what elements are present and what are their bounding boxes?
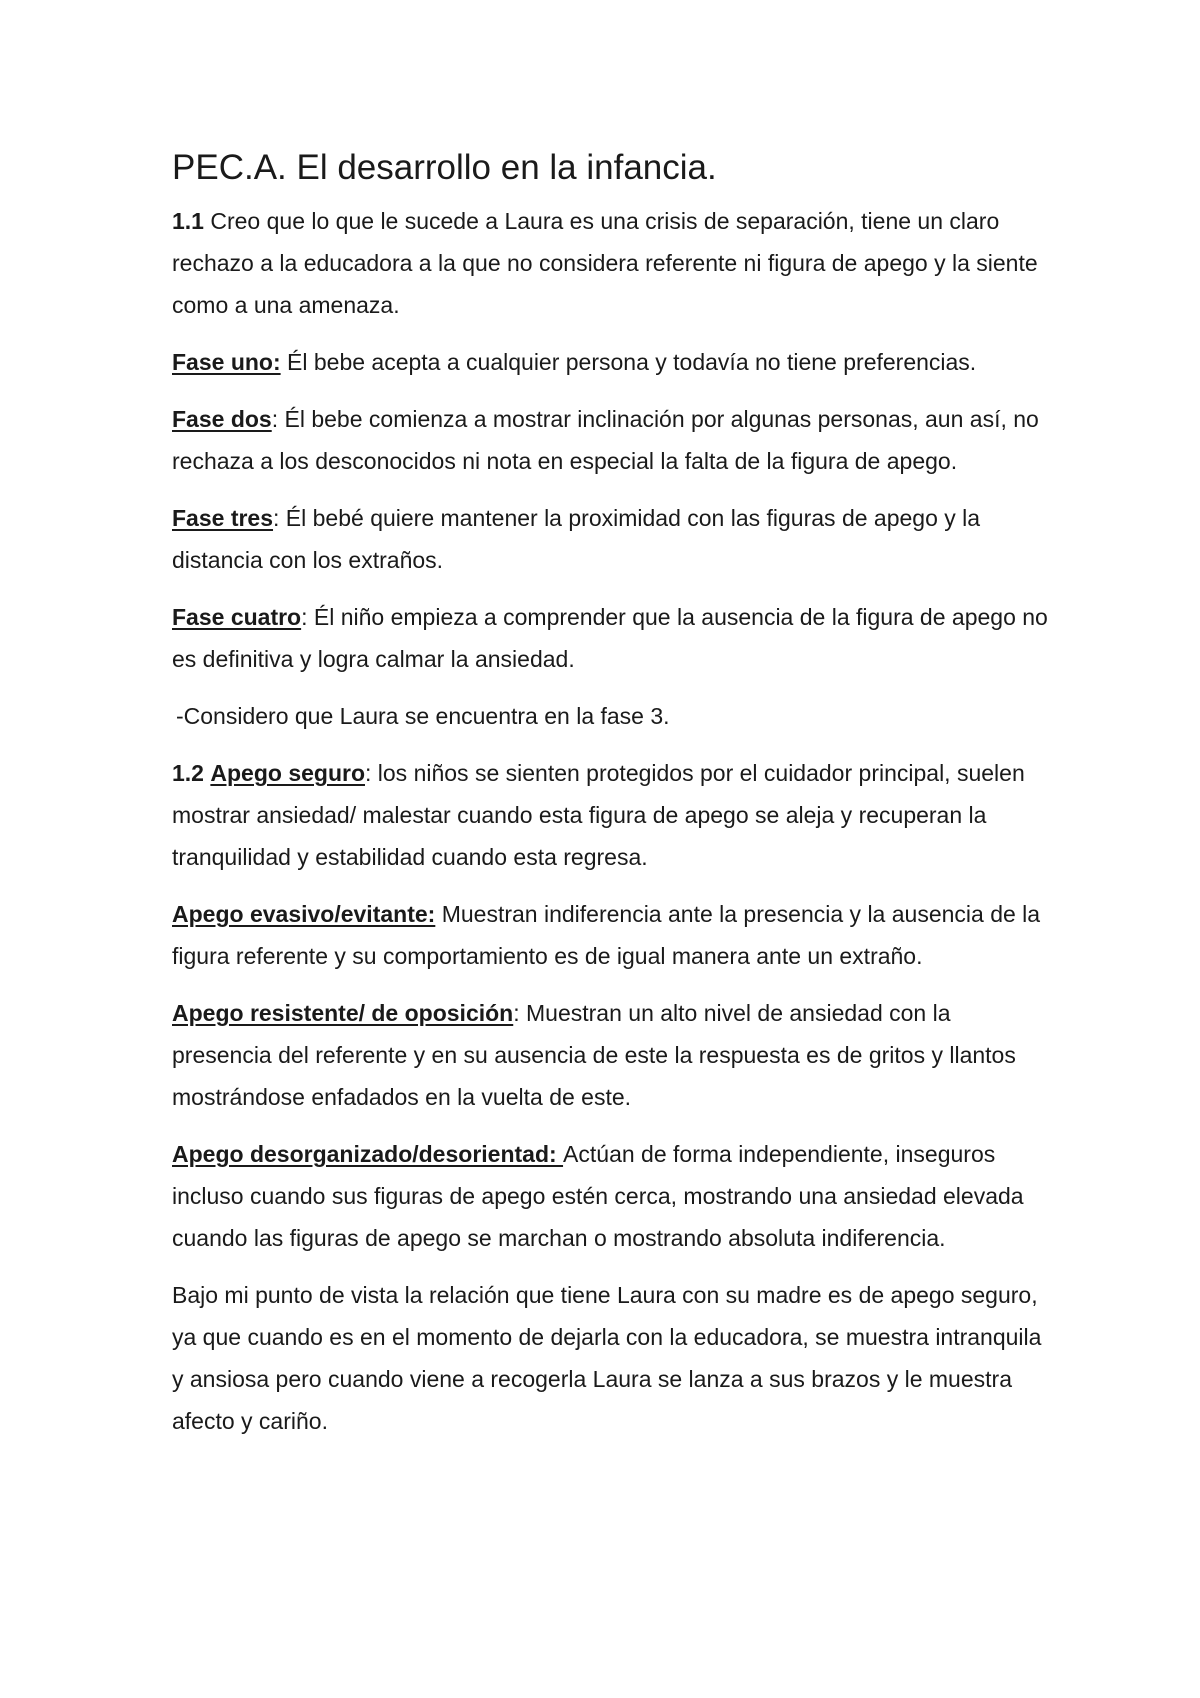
paragraph-fase-uno xyxy=(172,341,1052,383)
document-title: PEC.A. El desarrollo en la infancia. xyxy=(172,148,717,187)
paragraph-apego-evasivo xyxy=(172,893,1052,977)
paragraph-text: Actúan de forma independiente, inseguros incluso cuando sus figuras de apego estén cerca, mostrando una ansiedad elevada cuando las figuras de apego se marchan o mostrando absoluta indiferencia. xyxy=(172,1141,1024,1251)
paragraph-apego-desorganizado xyxy=(172,1133,1052,1259)
paragraph-text: : Él niño empieza a comprender que la ausencia de la figura de apego no es definitiva y logra calmar la ansiedad. xyxy=(172,604,1048,672)
label-apego-evasivo: Apego evasivo/evitante: xyxy=(172,901,436,927)
label-fase-tres: Fase tres xyxy=(172,505,274,531)
paragraph-apego-resistente xyxy=(172,992,1052,1118)
paragraph-1-1 xyxy=(172,200,1052,326)
paragraph-text: : los niños se sienten protegidos por el cuidador principal, suelen mostrar ansiedad/ malestar cuando esta figura de apego se aleja y recuperan la tranquilidad y estabilidad cuando esta regresa. xyxy=(172,760,1025,870)
paragraph-text: : Muestran un alto nivel de ansiedad con la presencia del referente y en su ausencia de este la respuesta es de gritos y llantos mostrándose enfadados en la vuelta de este. xyxy=(172,1000,1016,1110)
section-number-1-2: 1.2 xyxy=(172,760,204,786)
paragraph-text: : Él bebe comienza a mostrar inclinación por algunas personas, aun así, no rechaza a los desconocidos ni nota en especial la falta de la figura de apego. xyxy=(172,406,1039,474)
paragraph-opinion: Bajo mi punto de vista la relación que tiene Laura con su madre es de apego seguro, ya que cuando es en el momento de dejarla con la educadora, se muestra intranquila y ansiosa pero cuando viene a recogerla Laura se lanza a sus brazos y le muestra afecto y cariño. xyxy=(172,1282,1042,1434)
label-fase-cuatro: Fase cuatro xyxy=(172,604,302,630)
paragraph-fase-tres xyxy=(172,497,1052,581)
label-apego-desorganizado: Apego desorganizado/desorientad: xyxy=(172,1141,564,1167)
paragraph-fase-dos xyxy=(172,398,1052,482)
label-apego-resistente: Apego resistente/ de oposición xyxy=(172,1000,514,1026)
paragraph-text: Creo que lo que le sucede a Laura es una crisis de separación, tiene un claro rechazo a la educadora a la que no considera referente ni figura de apego y la siente como a una amenaza. xyxy=(172,208,1038,318)
paragraph-text: Él bebe acepta a cualquier persona y todavía no tiene preferencias. xyxy=(280,349,977,375)
paragraph-conclusion-fase: -Considero que Laura se encuentra en la fase 3. xyxy=(176,703,670,729)
label-apego-seguro: Apego seguro xyxy=(210,760,365,786)
section-number-1-1: 1.1 xyxy=(172,208,204,234)
label-fase-uno: Fase uno: xyxy=(172,349,281,375)
paragraph-fase-cuatro xyxy=(172,596,1052,680)
paragraph-text: Muestran indiferencia ante la presencia y la ausencia de la figura referente y su comportamiento es de igual manera ante un extraño. xyxy=(172,901,1041,969)
paragraph-1-2 xyxy=(172,752,1052,878)
document-page xyxy=(172,144,1052,1457)
paragraph-text: : Él bebé quiere mantener la proximidad con las figuras de apego y la distancia con los extraños. xyxy=(172,505,981,573)
label-fase-dos: Fase dos xyxy=(172,406,272,432)
